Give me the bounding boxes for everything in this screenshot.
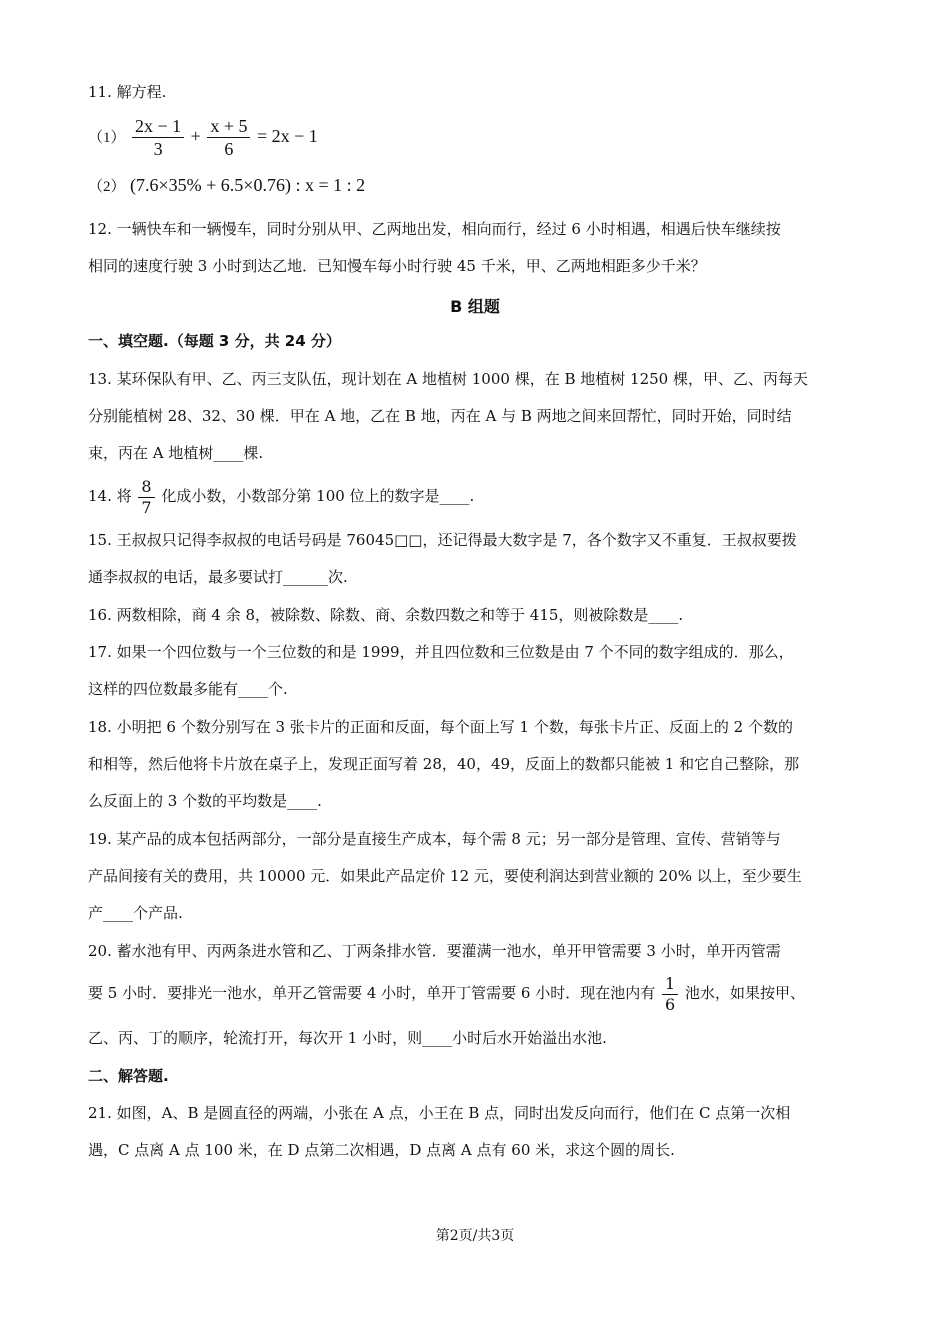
q11-part2-label: （2）	[88, 179, 126, 195]
q11-part1	[88, 110, 868, 162]
q21-line1: 21. 如图，A、B 是圆直径的两端，小张在 A 点，小王在 B 点，同时出发反向而行，他们在 C 点第一次相	[88, 1104, 791, 1122]
q11-fraction-right-numerator: x + 5	[207, 115, 250, 138]
q16-line1: 16. 两数相除，商 4 余 8，被除数、除数、商、余数四数之和等于 415，则被除数是____.	[88, 606, 684, 624]
q11-fraction-right	[207, 115, 250, 160]
q17-line2: 这样的四位数最多能有____个.	[88, 680, 288, 698]
q18-line3: 么反面上的 3 个数的平均数是____.	[88, 792, 322, 810]
q20-line3: 乙、丙、丁的顺序，轮流打开，每次开 1 小时，则____小时后水开始溢出水池.	[88, 1029, 607, 1047]
q11-part1-label: （1）	[88, 130, 126, 146]
q20-fraction-numerator: 1	[662, 974, 678, 995]
q20-line2-before: 要 5 小时．要排光一池水，单开乙管需要 4 小时，单开丁管需要 6 小时．现在池内有	[88, 984, 656, 1002]
q17-line1: 17. 如果一个四位数与一个三位数的和是 1999，并且四位数和三位数是由 7 个不同的数字组成的．那么，	[88, 643, 794, 661]
q13-line1: 13. 某环保队有甲、乙、丙三支队伍，现计划在 A 地植树 1000 棵，在 B 地植树 1250 棵，甲、乙、丙每天	[88, 370, 808, 388]
q11-part1-rhs: = 2x − 1	[256, 126, 318, 146]
q20-line2	[88, 966, 868, 1020]
q19-line1: 19. 某产品的成本包括两部分，一部分是直接生产成本，每个需 8 元；另一部分是管理、宣传、营销等与	[88, 830, 781, 848]
q21-line2: 遇，C 点离 A 点 100 米，在 D 点第二次相遇，D 点离 A 点有 60 米，求这个圆的周长.	[88, 1141, 675, 1159]
q11-plus-sign: +	[190, 126, 201, 146]
q11-part2-expression: (7.6×35% + 6.5×0.76) : x = 1 : 2	[130, 175, 366, 195]
q14-fraction	[138, 477, 154, 518]
section2-title: 二、解答题.	[88, 1067, 169, 1085]
q11-fraction-left	[132, 115, 184, 160]
q11-part2	[88, 172, 868, 200]
group-b-title: B 组题	[450, 297, 500, 316]
q14-fraction-numerator: 8	[138, 477, 154, 498]
q13-line2: 分别能植树 28、32、30 棵．甲在 A 地，乙在 B 地，丙在 A 与 B 两地之间来回帮忙，同时开始，同时结	[88, 407, 792, 425]
q18-line2: 和相等，然后他将卡片放在桌子上，发现正面写着 28，40，49，反面上的数都只能被 1 和它自己整除，那	[88, 755, 800, 773]
q11-fraction-left-numerator: 2x − 1	[132, 115, 184, 138]
q11-title: 11. 解方程.	[88, 83, 167, 101]
q20-fraction	[662, 974, 678, 1015]
q11-fraction-left-denominator: 3	[153, 139, 163, 160]
q19-line3: 产____个产品.	[88, 904, 183, 922]
q12-line1: 12. 一辆快车和一辆慢车，同时分别从甲、乙两地出发，相向而行，经过 6 小时相遇，相遇后快车继续按	[88, 220, 781, 238]
q15-line1: 15. 王叔叔只记得李叔叔的电话号码是 76045□□，还记得最大数字是 7，各个数字又不重复．王叔叔要拨	[88, 531, 797, 549]
section1-title: 一、填空题.（每题 3 分，共 24 分）	[88, 332, 341, 350]
q14-after: 化成小数，小数部分第 100 位上的数字是____.	[161, 487, 475, 505]
q14-before: 14. 将	[88, 487, 132, 505]
q20-fraction-denominator: 6	[665, 994, 676, 1014]
q19-line2: 产品间接有关的费用，共 10000 元．如果此产品定价 12 元，要使利润达到营业额的 20% 以上，至少要生	[88, 867, 802, 885]
q15-line2: 通李叔叔的电话，最多要试打______次.	[88, 568, 348, 586]
q12-line2: 相同的速度行驶 3 小时到达乙地．已知慢车每小时行驶 45 千米，甲、乙两地相距多少千米？	[88, 257, 706, 275]
page-footer: 第2页/共3页	[435, 1228, 515, 1244]
q18-line1: 18. 小明把 6 个数分别写在 3 张卡片的正面和反面，每个面上写 1 个数，每张卡片正、反面上的 2 个数的	[88, 718, 793, 736]
q20-line1: 20. 蓄水池有甲、丙两条进水管和乙、丁两条排水管．要灌满一池水，单开甲管需要 3 小时，单开丙管需	[88, 942, 781, 960]
q13-line3: 束，丙在 A 地植树____棵.	[88, 444, 264, 462]
q11-fraction-right-denominator: 6	[224, 139, 234, 160]
q14	[88, 470, 868, 522]
q20-line2-after: 池水，如果按甲、	[685, 984, 806, 1002]
q14-fraction-denominator: 7	[141, 497, 152, 517]
